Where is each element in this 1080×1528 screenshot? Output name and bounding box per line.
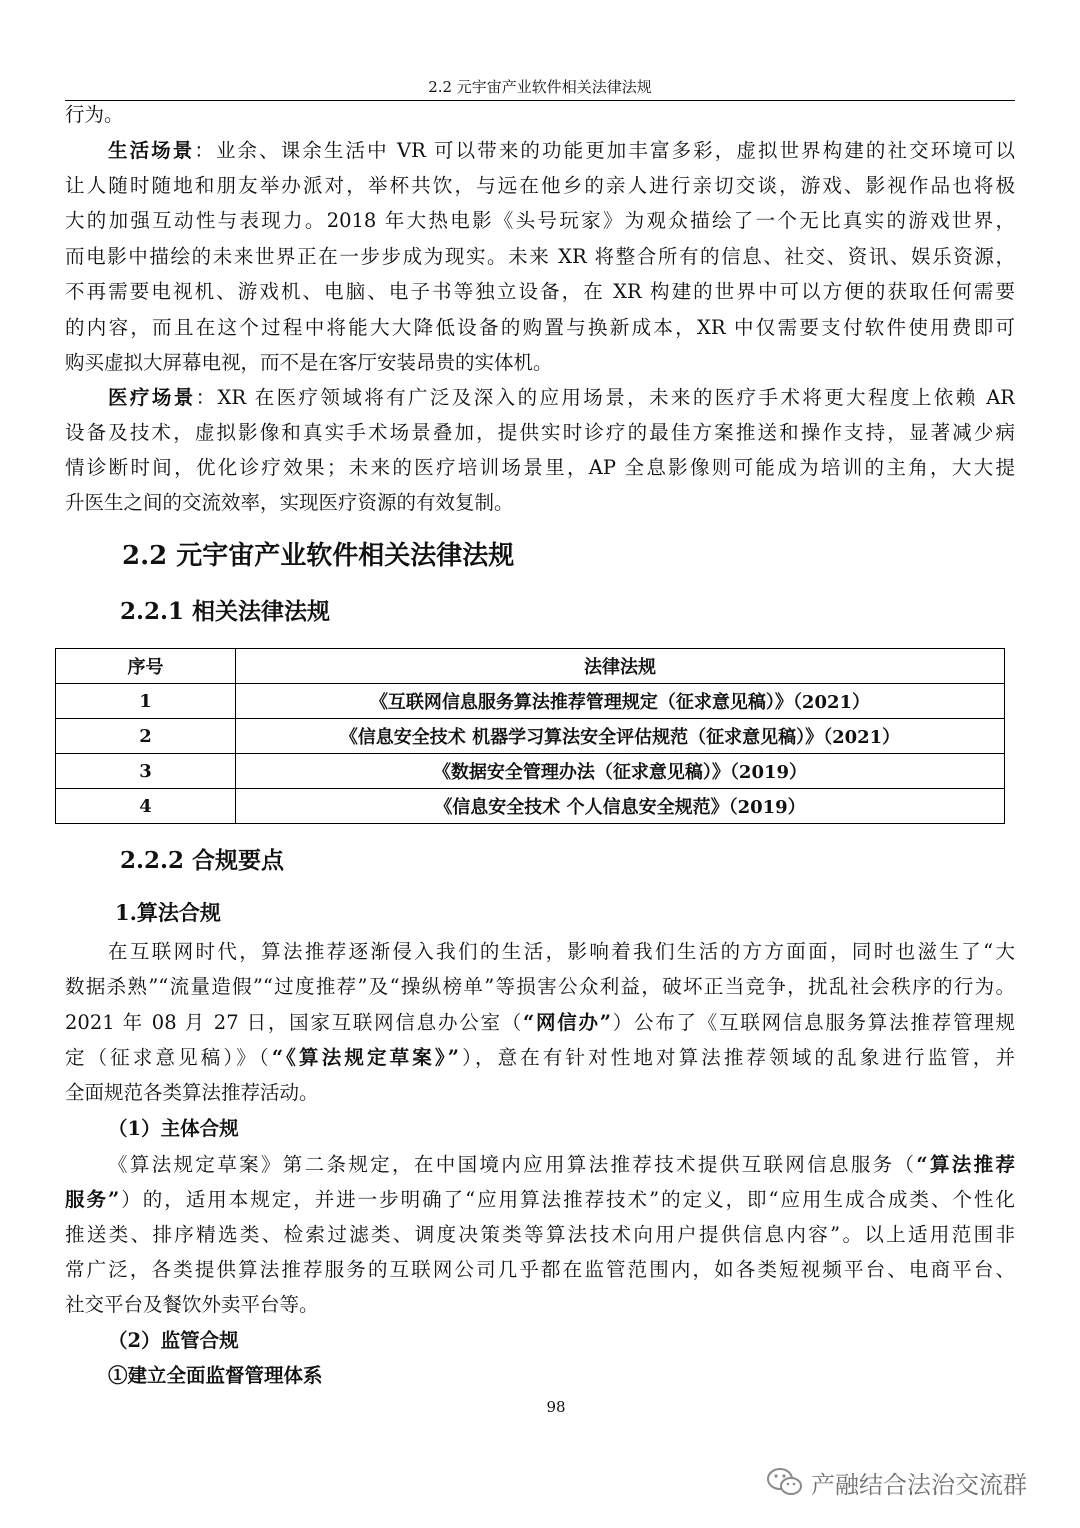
table-header-row xyxy=(56,649,1005,684)
table-row xyxy=(56,719,1005,754)
text-line: 全面规范各类算法推荐活动。 xyxy=(65,1081,319,1104)
wechat-icon xyxy=(765,1466,805,1498)
paragraph-life-line: 生活场景：业余、课余生活中 VR 可以带来的功能更加丰富多彩，虚拟世界构建的社交环境可以 xyxy=(108,139,1015,162)
text-line: 《算法规定草案》第二条规定，在中国境内应用算法推荐技术提供互联网信息服务（“算法推荐 xyxy=(108,1153,1015,1176)
text-line: 2021 年 08 月 27 日，国家互联网信息办公室（“网信办”）公布了《互联网信息服务算法推荐管理规 xyxy=(65,1011,1015,1034)
text-line: 定（征求意见稿）》（“《算法规定草案》”），意在有针对性地对算法推荐领域的乱象进行监管，并 xyxy=(65,1046,1015,1069)
text-line: 让人随时随地和朋友举办派对，举杯共饮，与远在他乡的亲人进行亲切交谈，游戏、影视作品也将极 xyxy=(65,174,1015,197)
text-line: 推送类、排序精选类、检索过滤类、调度决策类等算法技术向用户提供信息内容”。以上适用范围非 xyxy=(65,1223,1015,1246)
watermark-text: 产融结合法治交流群 xyxy=(811,1470,1027,1499)
text-line: 数据杀熟”“流量造假”“过度推荐”及“操纵榜单”等损害公众利益，破坏正当竞争，扰乱社会秩序的行为。 xyxy=(65,975,1015,998)
running-header: 2.2 元宇宙产业软件相关法律法规 xyxy=(428,78,652,96)
text-line: 常广泛，各类提供算法推荐服务的互联网公司几乎都在监管范围内，如各类短视频平台、电商平台、 xyxy=(65,1258,1015,1281)
text-line: 大的加强互动性与表现力。2018 年大热电影《头号玩家》为观众描绘了一个无比真实的游戏世界， xyxy=(65,209,1015,232)
text-line: 的内容，而且在这个过程中将能大大降低设备的购置与换新成本，XR 中仅需要支付软件使用费即可 xyxy=(65,316,1015,339)
table-cell: 《互联网信息服务算法推荐管理规定（征求意见稿）》（2021） xyxy=(236,684,1005,719)
table-row xyxy=(56,684,1005,719)
table-row xyxy=(56,789,1005,824)
table-cell: 2 xyxy=(56,719,236,754)
text-line: 而电影中描绘的未来世界正在一步步成为现实。未来 XR 将整合所有的信息、社交、资讯、娱乐资源， xyxy=(65,245,1015,268)
item-title: 1.算法合规 xyxy=(115,900,221,925)
life-label: 生活场景 xyxy=(108,139,195,162)
watermark xyxy=(765,1462,1027,1502)
sub-heading: ①建立全面监督管理体系 xyxy=(108,1364,323,1387)
column-header: 法律法规 xyxy=(236,649,1005,684)
text-line: 社交平台及餐饮外卖平台等。 xyxy=(65,1293,319,1316)
medical-label: 医疗场景 xyxy=(108,386,196,409)
sub-heading: （2）监管合规 xyxy=(108,1329,239,1352)
text-line: 设备及技术，虚拟影像和真实手术场景叠加，提供实时诊疗的最佳方案推送和操作支持，显著减少病 xyxy=(65,421,1015,444)
text-line: 在互联网时代，算法推荐逐渐侵入我们的生活，影响着我们生活的方方面面，同时也滋生了“大 xyxy=(108,940,1015,963)
table-cell: 3 xyxy=(56,754,236,789)
text-line: 行为。 xyxy=(65,103,124,126)
laws-table xyxy=(55,648,1005,824)
table-cell: 1 xyxy=(56,684,236,719)
paragraph-medical-line: 医疗场景：XR 在医疗领域将有广泛及深入的应用场景，未来的医疗手术将更大程度上依赖 AR xyxy=(108,386,1015,409)
table-cell: 4 xyxy=(56,789,236,824)
text-line: 不再需要电视机、游戏机、电脑、电子书等独立设备，在 XR 构建的世界中可以方便的获取任何需要 xyxy=(65,280,1015,303)
subsection-title: 2.2.2 合规要点 xyxy=(120,847,285,874)
table-row xyxy=(56,754,1005,789)
text-line: 服务”）的，适用本规定，并进一步明确了“应用算法推荐技术”的定义，即“应用生成合成类、个性化 xyxy=(65,1188,1015,1211)
sub-heading: （1）主体合规 xyxy=(108,1117,239,1140)
subsection-title: 2.2.1 相关法律法规 xyxy=(120,598,331,625)
section-title: 2.2 元宇宙产业软件相关法律法规 xyxy=(122,541,515,571)
page-number: 98 xyxy=(546,1398,566,1416)
table-cell: 《信息安全技术 个人信息安全规范》（2019） xyxy=(236,789,1005,824)
table-cell: 《数据安全管理办法（征求意见稿）》（2019） xyxy=(236,754,1005,789)
column-header: 序号 xyxy=(56,649,236,684)
text-line: 购买虚拟大屏幕电视，而不是在客厅安装昂贵的实体机。 xyxy=(65,351,553,374)
text-line: 升医生之间的交流效率，实现医疗资源的有效复制。 xyxy=(65,491,514,514)
text-line: 情诊断时间，优化诊疗效果；未来的医疗培训场景里，AP 全息影像则可能成为培训的主角，大大提 xyxy=(65,456,1015,479)
table-cell: 《信息安全技术 机器学习算法安全评估规范（征求意见稿）》（2021） xyxy=(236,719,1005,754)
